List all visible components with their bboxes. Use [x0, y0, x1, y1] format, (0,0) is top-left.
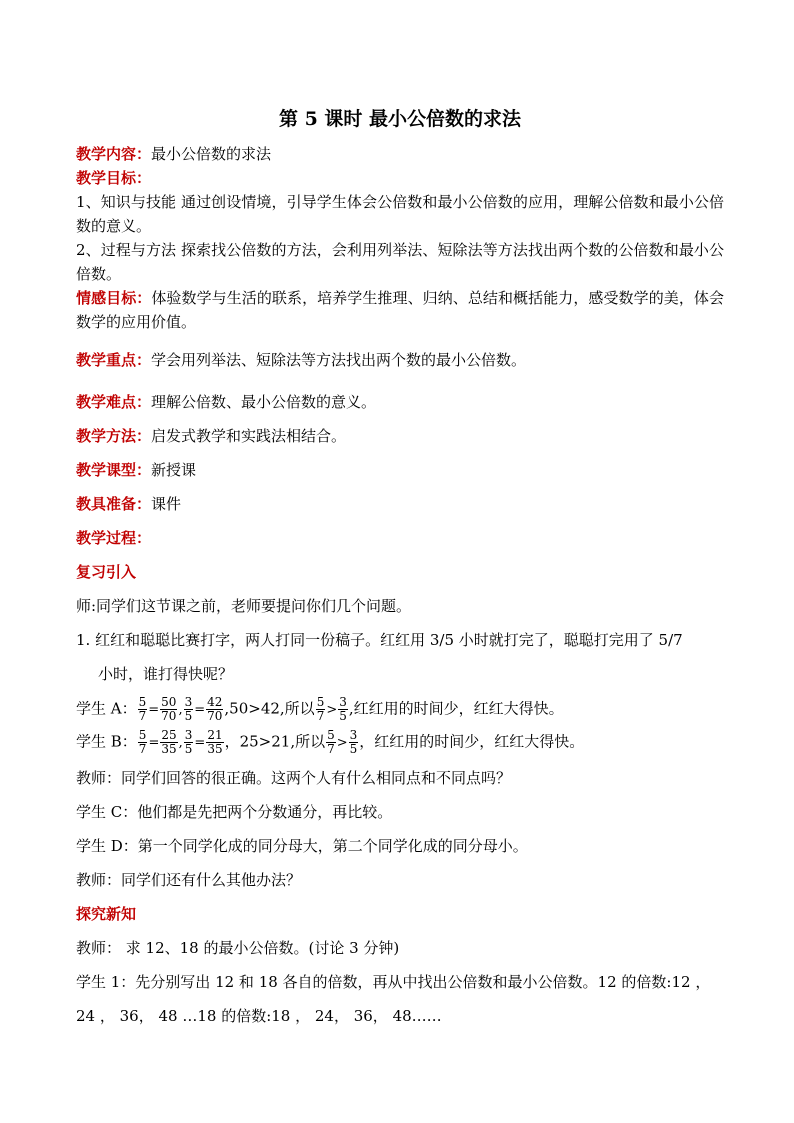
equals-sign: = — [148, 702, 160, 718]
student-1-line-2: 24 ， 36， 48 …18 的倍数:18 ， 24， 36， 48…… — [76, 1007, 442, 1025]
greater-sign: > — [326, 702, 338, 718]
question-1-line-1: 1. 红红和聪聪比赛打字，两人打同一份稿子。红红用 3/5 小时就打完了，聪聪打完用了 5/7 — [76, 631, 683, 649]
content-text: 最小公倍数的求法 — [151, 145, 272, 163]
goals-row — [76, 166, 724, 190]
fraction: $\frac{5}{7}$ — [138, 695, 147, 723]
review-label: 复习引入 — [76, 563, 137, 581]
fraction: $\frac{3}{5}$ — [184, 695, 193, 723]
greater-sign: > — [336, 735, 348, 751]
key-label: 教学重点： — [76, 351, 152, 369]
student-a-suffix: ,红红用的时间少，红红大得快。 — [348, 699, 564, 718]
method-text: 启发式教学和实践法相结合。 — [151, 427, 347, 445]
equals-sign: = — [148, 735, 160, 751]
fraction: $\frac{3}{5}$ — [184, 728, 193, 756]
goal-1: 1、知识与技能 通过创设情境，引导学生体会公倍数和最小公倍数的应用，理解公倍数和最小公倍数的意义。 — [76, 193, 724, 235]
emotion-label: 情感目标： — [76, 289, 152, 307]
content-label: 教学内容： — [76, 145, 152, 163]
student-a-middle: ,50>42,所以 — [224, 699, 315, 718]
prep-row — [76, 492, 724, 516]
fraction: $\frac{50}{70}$ — [161, 695, 177, 723]
method-row — [76, 424, 724, 448]
difficulty-row — [76, 390, 724, 414]
key-row — [76, 348, 724, 372]
comma: , — [178, 702, 183, 718]
prep-label: 教具准备： — [76, 495, 152, 513]
student-1-line-1: 学生 1：先分别写出 12 和 18 各自的倍数，再从中找出公倍数和最小公倍数。12 的倍数:12 ， — [76, 973, 711, 991]
prep-text: 课件 — [151, 495, 182, 513]
student-a-prefix: 学生 A： — [76, 699, 137, 718]
question-1-line-2: 小时，谁打得快呢？ — [98, 665, 234, 683]
fraction: $\frac{3}{5}$ — [349, 728, 358, 756]
student-c-line: 学生 C：他们都是先把两个分数通分，再比较。 — [76, 803, 393, 821]
explore-label: 探究新知 — [76, 905, 137, 923]
explore-heading — [76, 902, 724, 926]
review-heading — [76, 560, 724, 584]
fraction: $\frac{5}{7}$ — [327, 728, 335, 756]
emotion-row — [76, 286, 724, 334]
method-label: 教学方法： — [76, 427, 152, 445]
student-d-line: 学生 D：第一个同学化成的同分母大，第二个同学化成的同分母小。 — [76, 837, 528, 855]
difficulty-text: 理解公倍数、最小公倍数的意义。 — [151, 393, 377, 411]
teacher-line-4: 教师： 求 12、18 的最小公倍数。(讨论 3 分钟) — [76, 939, 400, 957]
teacher-line-3: 教师：同学们还有什么其他办法？ — [76, 871, 302, 889]
difficulty-label: 教学难点： — [76, 393, 152, 411]
fraction: $\frac{3}{5}$ — [339, 695, 347, 723]
type-text: 新授课 — [151, 461, 197, 479]
student-b-suffix: ，红红用的时间少，红红大得快。 — [359, 732, 585, 751]
equals-sign: = — [194, 702, 206, 718]
emotion-text: 体验数学与生活的联系，培养学生推理、归纳、总结和概括能力，感受数学的美，体会数学的应用价值。 — [76, 289, 724, 331]
equals-sign: = — [194, 735, 206, 751]
comma: , — [178, 735, 183, 751]
fraction: $\frac{21}{35}$ — [207, 728, 223, 756]
student-b-prefix: 学生 B： — [76, 732, 137, 751]
teacher-line-1: 师:同学们这节课之前，老师要提问你们几个问题。 — [76, 597, 412, 615]
goals-label: 教学目标： — [76, 169, 152, 187]
process-label: 教学过程： — [76, 529, 152, 547]
fraction: $\frac{25}{35}$ — [161, 728, 177, 756]
goal-2: 2、过程与方法 探索找公倍数的方法，会利用列举法、短除法等方法找出两个数的公倍数和最小公倍数。 — [76, 241, 724, 283]
type-label: 教学课型： — [76, 461, 152, 479]
fraction: $\frac{5}{7}$ — [316, 695, 325, 723]
student-b-line — [76, 729, 724, 756]
type-row — [76, 458, 724, 482]
process-row — [76, 526, 724, 550]
student-a-line — [76, 696, 724, 723]
teacher-line-2: 教师：同学们回答的很正确。这两个人有什么相同点和不同点吗？ — [76, 769, 512, 787]
student-b-middle: ，25>21,所以 — [224, 732, 326, 751]
key-text: 学会用列举法、短除法等方法找出两个数的最小公倍数。 — [151, 351, 527, 369]
fraction: $\frac{5}{7}$ — [138, 728, 147, 756]
content-row — [76, 142, 724, 166]
lesson-title: 第 5 课时 最小公倍数的求法 — [278, 108, 522, 130]
fraction: $\frac{42}{70}$ — [207, 695, 223, 723]
